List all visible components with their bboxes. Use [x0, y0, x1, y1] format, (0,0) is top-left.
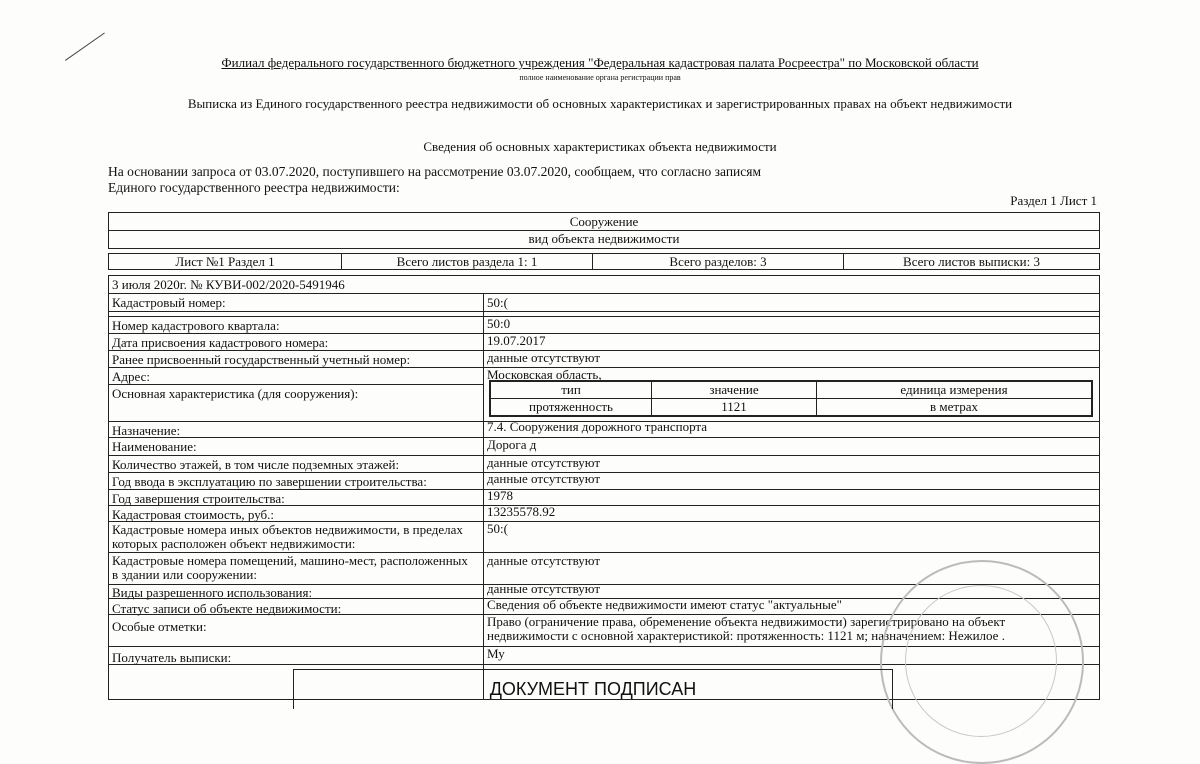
char-col-value: значение: [709, 383, 759, 397]
permitted-use-value: данные отсутствуют: [487, 582, 601, 596]
commission-year-label: Год ввода в эксплуатацию по завершении строительства:: [112, 475, 427, 489]
total-sheets-extract: Всего листов выписки: 3: [903, 255, 1040, 269]
special-notes-value-2: недвижимости с основной характеристикой: протяженность: 1121 м; назначением: Нежилое .: [487, 629, 1005, 643]
sheet-info-row: [108, 253, 1100, 270]
permitted-use-label: Виды разрешенного использования:: [112, 586, 313, 600]
object-type-box: [108, 212, 1100, 249]
quarter-value: 50:0: [487, 317, 511, 331]
premises-label-2: в здании или сооружении:: [112, 568, 257, 582]
char-type: протяженность: [529, 400, 613, 414]
organization-caption: полное наименование органа регистрации прав: [519, 73, 681, 82]
total-sections: Всего разделов: 3: [669, 255, 767, 269]
assign-date-label: Дата присвоения кадастрового номера:: [112, 336, 329, 350]
sheet-number: Лист №1 Раздел 1: [175, 255, 275, 269]
premises-label-1: Кадастровые номера помещений, машино-мест, расположенных: [112, 554, 468, 568]
main-characteristic-label: Основная характеристика (для сооружения):: [112, 387, 359, 401]
signed-label: ДОКУМЕНТ ПОДПИСАН: [489, 679, 697, 699]
special-notes-value-1: Право (ограничение права, обременение объекта недвижимости) зарегистрировано на объект: [487, 615, 1006, 629]
date-number: 3 июля 2020г. № КУВИ-002/2020-5491946: [112, 278, 345, 292]
purpose-value: 7.4. Сооружения дорожного транспорта: [487, 420, 708, 434]
name-value: Дорога д: [487, 438, 537, 452]
floors-value: данные отсутствуют: [487, 456, 601, 470]
cadastral-number-label: Кадастровый номер:: [112, 296, 226, 310]
other-numbers-value: 50:(: [487, 522, 508, 536]
object-type-caption: вид объекта недвижимости: [528, 232, 680, 246]
address-value: Московская область,: [487, 368, 602, 382]
special-notes-label: Особые отметки:: [112, 620, 207, 634]
floors-label: Количество этажей, в том числе подземных этажей:: [112, 458, 400, 472]
address-label: Адрес:: [112, 370, 150, 384]
section-heading: Сведения об основных характеристиках объекта недвижимости: [423, 139, 777, 154]
char-col-type: тип: [561, 383, 581, 397]
char-value: 1121: [721, 400, 747, 414]
char-unit: в метрах: [930, 400, 978, 414]
premises-value: данные отсутствуют: [487, 554, 601, 568]
object-type: Сооружение: [569, 215, 639, 229]
characteristics-table: [489, 380, 1093, 417]
seal-stamp-inner: [905, 585, 1057, 737]
record-status-value: Сведения об объекте недвижимости имеют статус "актуальные": [487, 598, 842, 612]
basis-line-2: Единого государственного реестра недвижимости:: [108, 180, 400, 195]
signed-box: [293, 669, 893, 709]
cadastral-number-value: 50:(: [487, 296, 508, 310]
previous-number-label: Ранее присвоенный государственный учетный номер:: [112, 353, 411, 367]
name-label: Наименование:: [112, 440, 197, 454]
previous-number-value: данные отсутствуют: [487, 351, 601, 365]
quarter-label: Номер кадастрового квартала:: [112, 319, 280, 333]
cost-label: Кадастровая стоимость, руб.:: [112, 508, 275, 522]
organization-name: Филиал федерального государственного бюджетного учреждения "Федеральная кадастровая палата Росреестра" по Московской области: [221, 55, 979, 70]
other-numbers-label-1: Кадастровые номера иных объектов недвижимости, в пределах: [112, 523, 463, 537]
section-sheet-label: Раздел 1 Лист 1: [1010, 193, 1097, 208]
assign-date-value: 19.07.2017: [487, 334, 546, 348]
char-col-unit: единица измерения: [900, 383, 1008, 397]
build-year-value: 1978: [487, 489, 513, 503]
extract-title: Выписка из Единого государственного реестра недвижимости об основных характеристиках и зарегистрированных правах на объект недвижимости: [187, 96, 1013, 111]
recipient-value: Му: [487, 647, 505, 661]
purpose-label: Назначение:: [112, 424, 181, 438]
cost-value: 13235578.92: [487, 505, 556, 519]
commission-year-value: данные отсутствуют: [487, 472, 601, 486]
basis-line-1: На основании запроса от 03.07.2020, поступившего на рассмотрение 03.07.2020, сообщаем, что согласно записям: [108, 164, 762, 179]
recipient-label: Получатель выписки:: [112, 651, 232, 665]
record-status-label: Статус записи об объекте недвижимости:: [112, 602, 342, 616]
other-numbers-label-2: которых расположен объект недвижимости:: [112, 537, 356, 551]
total-sheets-section: Всего листов раздела 1: 1: [396, 255, 538, 269]
build-year-label: Год завершения строительства:: [112, 492, 285, 506]
